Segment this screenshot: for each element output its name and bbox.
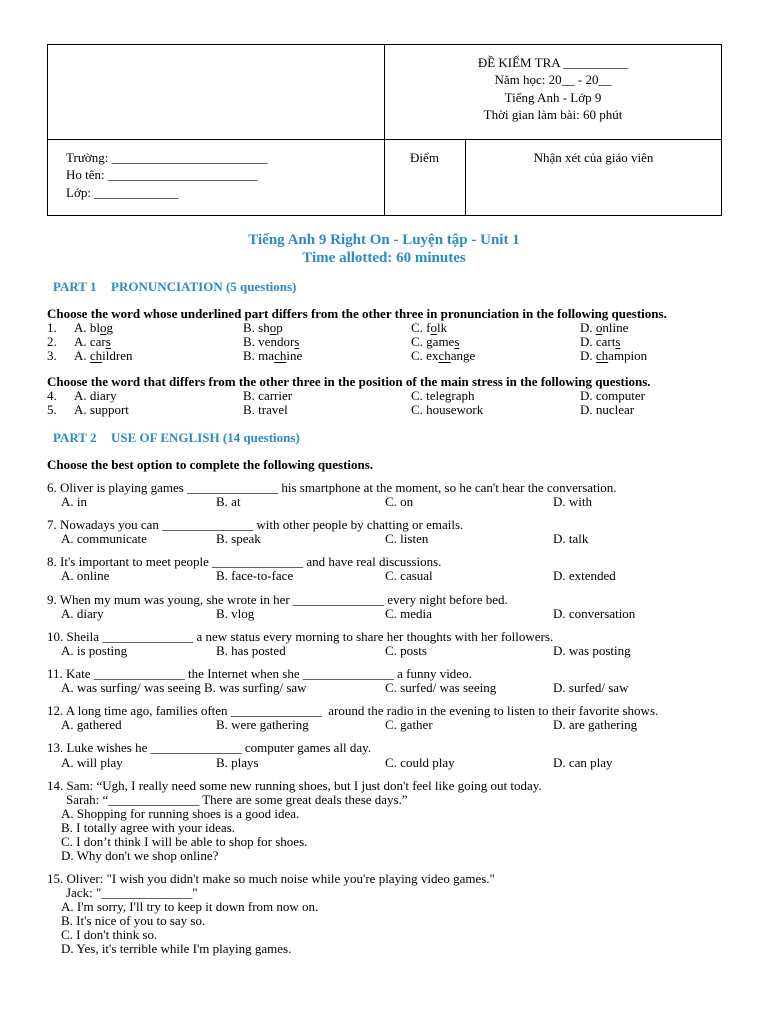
option-d: D. Yes, it's terrible while I'm playing games. — [61, 941, 292, 956]
option-post: p — [276, 320, 283, 335]
option-pre: sh — [258, 320, 270, 335]
option-post: nline — [602, 320, 629, 335]
part1-name: PRONUNCIATION (5 questions) — [111, 279, 297, 294]
option-d: D. talk — [553, 531, 589, 546]
option-a: A. was surfing/ was seeing — [61, 680, 201, 695]
option-d: D. Why don't we shop online? — [61, 848, 219, 863]
option-b — [243, 335, 299, 349]
option-d: D. extended — [553, 568, 616, 583]
option-pre: vendor — [258, 334, 295, 349]
underlined-part: ch — [89, 348, 103, 363]
option-a: A. Shopping for running shoes is a good idea. — [61, 806, 300, 821]
option-a: A. will play — [61, 755, 123, 770]
option-letter: C. — [411, 348, 423, 363]
option-b: B. carrier — [243, 388, 293, 403]
option-c: C. I don’t think I will be able to shop for shoes. — [61, 834, 308, 849]
part1-label: PART 1 — [53, 279, 97, 294]
option-a: A. communicate — [61, 531, 147, 546]
option-post: lk — [437, 320, 448, 335]
underlined-part: ch — [595, 348, 609, 363]
option-letter: D. — [580, 334, 593, 349]
option-c: C. telegraph — [411, 388, 475, 403]
option-a: A. is posting — [61, 643, 128, 658]
option-letter: A. — [74, 334, 87, 349]
options-row — [0, 607, 768, 621]
option-b: B. I totally agree with your ideas. — [61, 820, 236, 835]
options-row — [0, 718, 768, 732]
option-a: A. gathered — [61, 717, 122, 732]
option-b — [243, 349, 302, 363]
option-b: B. It's nice of you to say so. — [61, 913, 206, 928]
dialogue-reply: Jack: "______________" — [66, 885, 198, 900]
question-row — [0, 403, 768, 417]
question-stem: 13. Luke wishes he ______________ computer games all day. — [47, 740, 372, 755]
question-stem: 8. It's important to meet people ______________ and have real discussions. — [47, 554, 442, 569]
option-b: B. vlog — [216, 606, 255, 621]
option-d: D. are gathering — [553, 717, 638, 732]
option-d: D. was posting — [553, 643, 631, 658]
option-a: A. in — [61, 494, 87, 509]
question-number: 4. — [47, 388, 57, 403]
time-allotted: Time allotted: 60 minutes — [302, 250, 466, 266]
part2-name: USE OF ENGLISH (14 questions) — [111, 430, 300, 445]
option-b: B. were gathering — [216, 717, 309, 732]
dialogue-stem: 14. Sam: “Ugh, I really need some new running shoes, but I just don't feel like going out today. — [47, 778, 542, 793]
options-row — [0, 644, 768, 658]
dialogue-stem: 15. Oliver: "I wish you didn't make so much noise while you're playing video games." — [47, 871, 495, 886]
option-b: B. speak — [216, 531, 261, 546]
option-c: C. surfed/ was seeing — [385, 680, 497, 695]
underlined-part: o — [430, 320, 438, 335]
underlined-part: o — [269, 320, 277, 335]
underlined-part: s — [454, 334, 460, 349]
score-label: Điểm — [410, 150, 439, 165]
option-post: g — [106, 320, 114, 335]
school-year: Năm học: 20__ - 20__ — [494, 72, 612, 87]
exam-title: ĐỀ KIỂM TRA __________ — [477, 55, 629, 70]
option-d: D. surfed/ saw — [553, 680, 629, 695]
option-c — [411, 335, 459, 349]
option-pre: f — [426, 320, 431, 335]
option-c: C. gather — [385, 717, 433, 732]
underlined-part: o — [100, 320, 107, 335]
option-b: B. was surfing/ saw — [204, 680, 307, 695]
option-d: D. computer — [580, 388, 645, 403]
option-c: C. posts — [385, 643, 427, 658]
option-pre: car — [89, 334, 106, 349]
options-row — [0, 495, 768, 509]
option-letter: C. — [411, 320, 423, 335]
option-letter: B. — [243, 348, 255, 363]
question-stem: 10. Sheila ______________ a new status every morning to share her thoughts with her followers. — [47, 629, 554, 644]
question-row — [0, 349, 768, 363]
question-number: 2. — [47, 334, 57, 349]
option-post: ine — [286, 348, 303, 363]
option-b: B. at — [216, 494, 241, 509]
option-b: B. face-to-face — [216, 568, 294, 583]
option-d: D. nuclear — [580, 402, 635, 417]
name-field: Ho tên: _______________________ — [66, 167, 258, 182]
option-c: C. casual — [385, 568, 433, 583]
options-row — [0, 532, 768, 546]
option-d — [580, 335, 620, 349]
question-number: 3. — [47, 348, 57, 363]
option-pre: game — [426, 334, 455, 349]
option-pre: ma — [258, 348, 275, 363]
question-stem: 11. Kate ______________ the Internet when she ______________ a funny video. — [47, 666, 472, 681]
option-d — [580, 321, 628, 335]
teacher-comment-label: Nhận xét của giáo viên — [533, 150, 654, 165]
options-row — [0, 756, 768, 770]
underlined-part: ch — [438, 348, 451, 363]
document-title: Tiếng Anh 9 Right On - Luyện tập - Unit 1 — [248, 232, 520, 248]
part2-label: PART 2 — [53, 430, 97, 445]
option-letter: C. — [411, 334, 423, 349]
option-letter: B. — [243, 320, 255, 335]
underlined-part: s — [294, 334, 300, 349]
subject: Tiếng Anh - Lớp 9 — [504, 90, 602, 105]
question-stem: 12. A long time ago, families often ______________ around the radio in the evening to listen to their favorite shows. — [47, 703, 659, 718]
option-c: C. on — [385, 494, 414, 509]
option-c: C. housework — [411, 402, 484, 417]
option-a: A. online — [61, 568, 110, 583]
option-b — [243, 321, 283, 335]
option-c: C. media — [385, 606, 432, 621]
question-stem: 7. Nowadays you can ______________ with other people by chatting or emails. — [47, 517, 464, 532]
underlined-part: o — [595, 320, 603, 335]
option-a: A. diary — [61, 606, 104, 621]
pronunciation-instruction: Choose the word whose underlined part differs from the other three in pronunciation in the following questions. — [47, 306, 667, 321]
dialogue-reply: Sarah: “______________ There are some great deals these days.” — [66, 792, 408, 807]
option-c: C. I don't think so. — [61, 927, 158, 942]
option-c — [411, 349, 475, 363]
option-pre: cart — [595, 334, 616, 349]
option-c — [411, 321, 447, 335]
underlined-part: ch — [274, 348, 287, 363]
option-d: D. can play — [553, 755, 613, 770]
question-row — [0, 335, 768, 349]
question-stem: 6. Oliver is playing games ______________ his smartphone at the moment, so he can't hear the conversation. — [47, 480, 617, 495]
option-post: ampion — [608, 348, 648, 363]
option-d — [580, 349, 647, 363]
option-d: D. conversation — [553, 606, 636, 621]
options-row — [0, 569, 768, 583]
option-a — [74, 349, 133, 363]
option-a — [74, 321, 113, 335]
underlined-part: s — [615, 334, 621, 349]
option-b: B. has posted — [216, 643, 286, 658]
option-letter: A. — [74, 348, 87, 363]
option-post: ange — [450, 348, 476, 363]
question-number: 1. — [47, 320, 57, 335]
option-b: B. travel — [243, 402, 288, 417]
option-pre: bl — [89, 320, 101, 335]
use-of-english-instruction: Choose the best option to complete the following questions. — [47, 457, 374, 472]
option-a: A. support — [74, 402, 129, 417]
option-letter: D. — [580, 348, 593, 363]
option-a — [74, 335, 111, 349]
option-a: A. I'm sorry, I'll try to keep it down from now on. — [61, 899, 319, 914]
question-row — [0, 321, 768, 335]
stress-instruction: Choose the word that differs from the other three in the position of the main stress in the following questions. — [47, 374, 651, 389]
school-field: Trường: ________________________ — [66, 150, 268, 165]
option-b: B. plays — [216, 755, 259, 770]
option-letter: A. — [74, 320, 87, 335]
question-number: 5. — [47, 402, 57, 417]
option-c: C. listen — [385, 531, 429, 546]
option-c: C. could play — [385, 755, 455, 770]
duration: Thời gian làm bài: 60 phút — [483, 107, 623, 122]
option-letter: D. — [580, 320, 593, 335]
question-stem: 9. When my mum was young, she wrote in her ______________ every night before bed. — [47, 592, 508, 607]
option-a: A. diary — [74, 388, 117, 403]
underlined-part: s — [105, 334, 111, 349]
options-row — [0, 681, 768, 695]
option-d: D. with — [553, 494, 592, 509]
class-field: Lớp: _____________ — [66, 185, 179, 200]
option-pre: ex — [426, 348, 439, 363]
option-letter: B. — [243, 334, 255, 349]
option-post: ildren — [102, 348, 133, 363]
question-row — [0, 389, 768, 403]
